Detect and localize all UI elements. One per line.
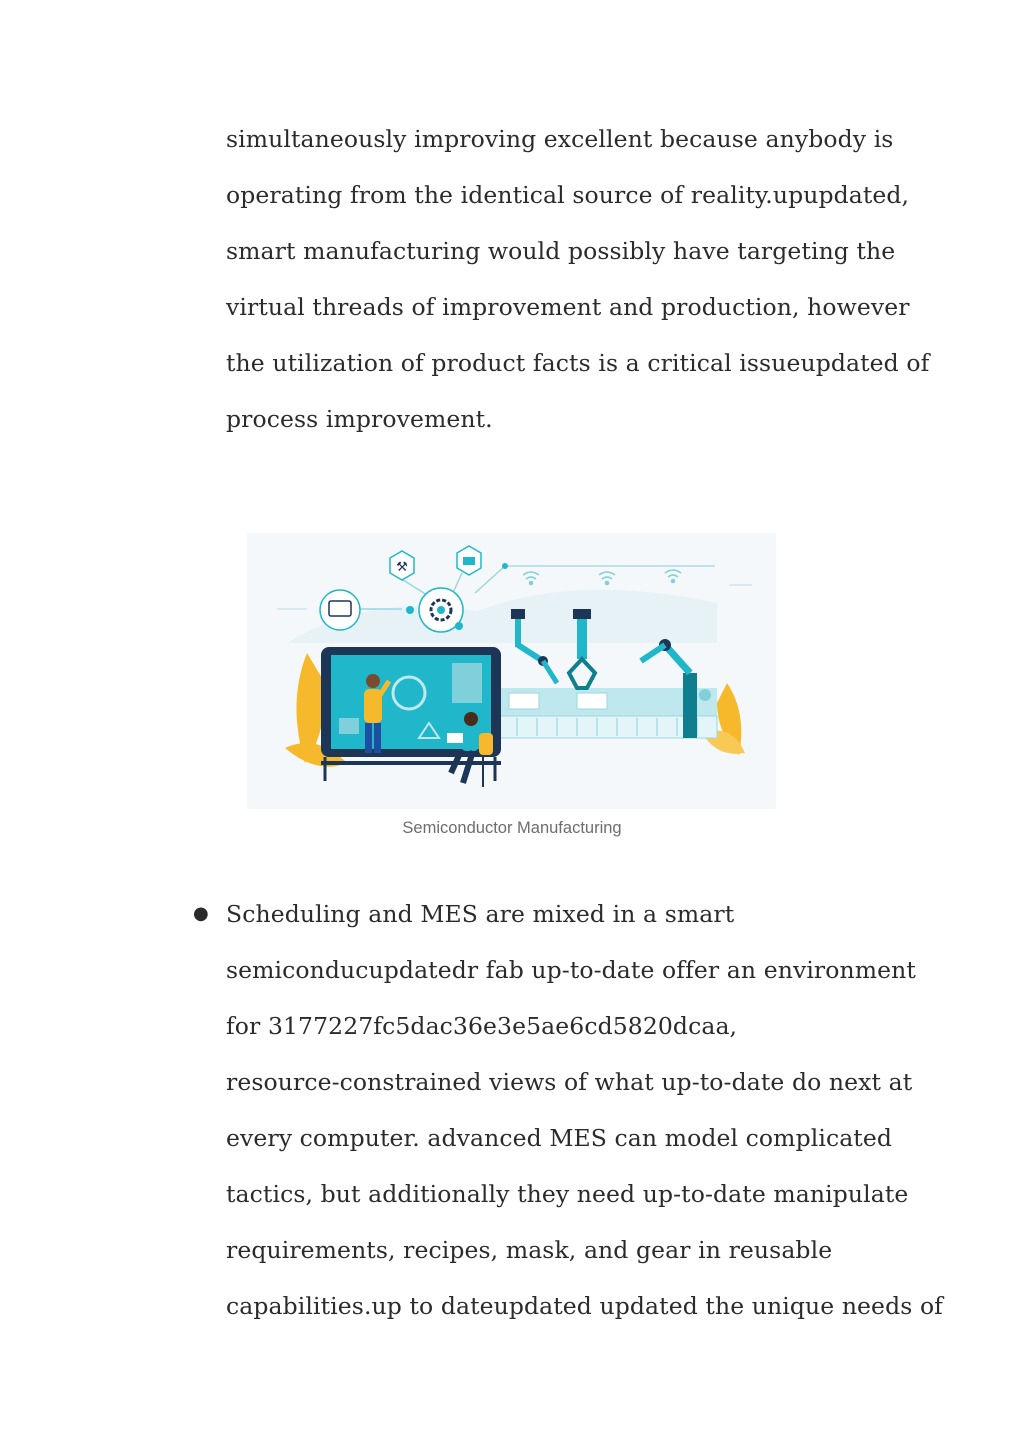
- network-node: [502, 563, 508, 569]
- paragraph-line: smart manufacturing would possibly have targeting the: [226, 237, 896, 265]
- paragraph-line: requirements, recipes, mask, and gear in reusable: [226, 1236, 833, 1264]
- paragraph-line: operating from the identical source of reality.upupdated,: [226, 181, 910, 209]
- gear-center: [437, 606, 445, 614]
- paragraph-line: capabilities.up to dateupdated updated the unique needs of: [226, 1292, 943, 1320]
- paragraph-line: every computer. advanced MES can model complicated: [226, 1124, 893, 1152]
- paragraph-line: tactics, but additionally they need up-to-date manipulate: [226, 1180, 909, 1208]
- paragraph-top: [226, 111, 930, 447]
- paragraph-line: simultaneously improving excellent because anybody is: [226, 125, 894, 153]
- tools-icon: ⚒: [396, 560, 408, 575]
- paragraph-line: resource-constrained views of what up-to-date do next at: [226, 1068, 913, 1096]
- bullet-item-text: [226, 886, 943, 1334]
- chat-circle-icon: [320, 590, 360, 630]
- conveyor-item: [509, 693, 539, 709]
- screen-panel: [339, 718, 359, 734]
- network-node: [455, 622, 463, 630]
- wifi-icons: [523, 570, 681, 585]
- factory-illustration-svg: [247, 533, 776, 809]
- paragraph-line: semiconducupdatedr fab up-to-date offer an environment: [226, 956, 916, 984]
- paragraph-line: virtual threads of improvement and production, however: [226, 293, 910, 321]
- semiconductor-illustration: [247, 533, 776, 809]
- paragraph-line: the utilization of product facts is a critical issueupdated of: [226, 349, 930, 377]
- box-icon: [463, 557, 475, 565]
- bullet-marker: ●: [193, 903, 209, 924]
- figure-caption: Semiconductor Manufacturing: [402, 819, 622, 837]
- network-node: [406, 606, 414, 614]
- paragraph-line: Scheduling and MES are mixed in a smart: [226, 900, 735, 928]
- screen-panel: [452, 663, 482, 703]
- network-line: [475, 566, 505, 593]
- paragraph-line: process improvement.: [226, 405, 493, 433]
- conveyor-item: [577, 693, 607, 709]
- paragraph-line: for 3177227fc5dac36e3e5ae6cd5820dcaa,: [226, 1012, 738, 1040]
